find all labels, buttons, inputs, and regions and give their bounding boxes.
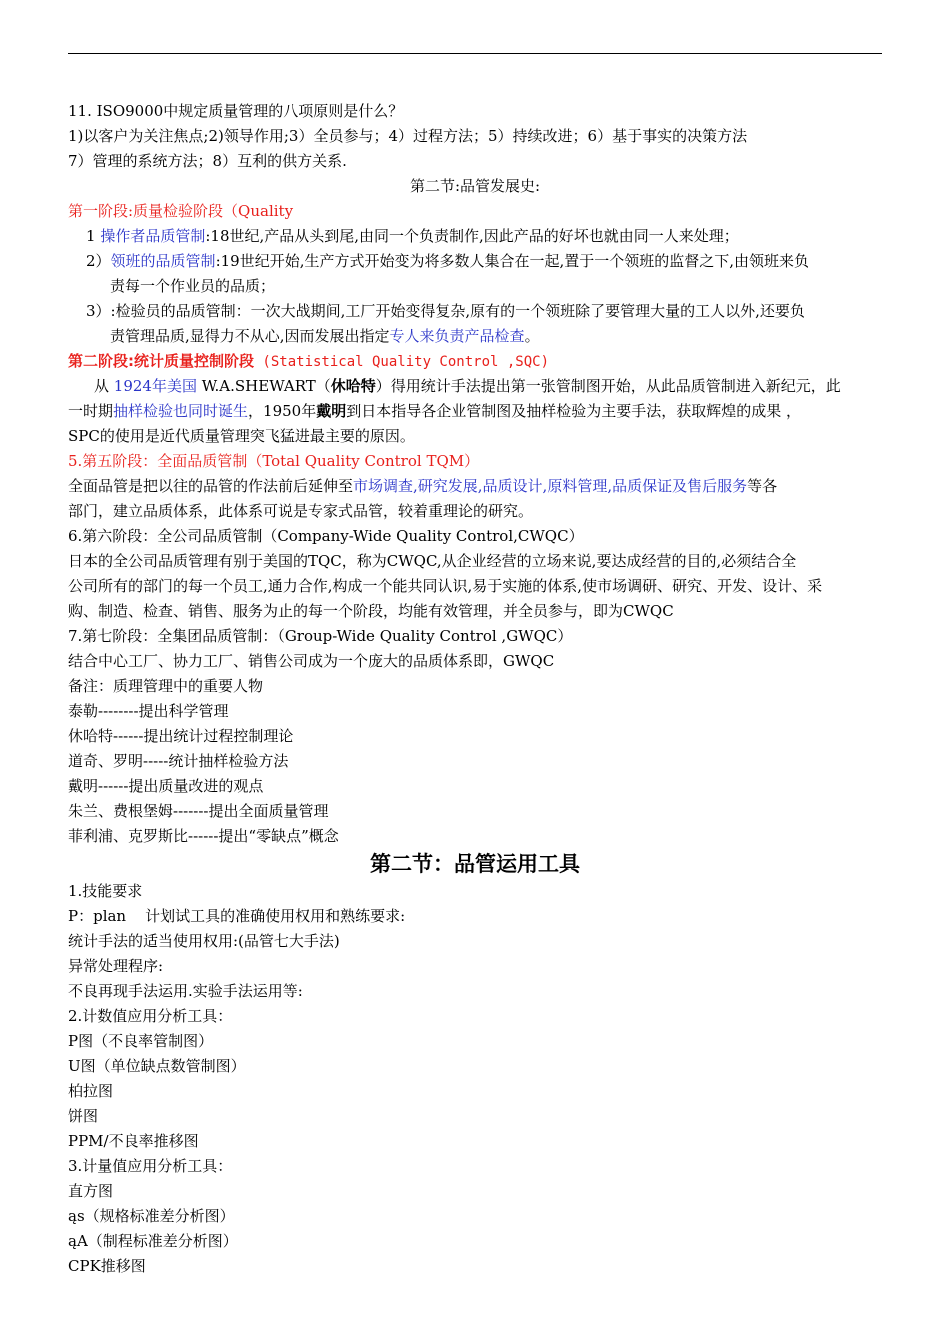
stage1-item3-cont-end: 。	[524, 327, 540, 345]
stage1-item3-number: 3）	[86, 302, 111, 320]
section-title-history: 第二节:品管发展史:	[409, 177, 541, 195]
notes-title: 备注：质理管理中的重要人物	[68, 677, 264, 695]
notes-person: 道奇、罗明-----统计抽样检验方法	[68, 752, 289, 770]
notes-person: 朱兰、费根堡姆-------提出全面质量管理	[68, 802, 329, 820]
tools-line: ąA（制程标准差分析图）	[68, 1232, 238, 1250]
stage2-p1-year: 1924年美国	[109, 377, 197, 395]
tools-line: P图（不良率管制图）	[68, 1032, 214, 1050]
stage5-title: 5.第五阶段：全面品质管制（Total Quality Control TQM）	[68, 452, 480, 470]
stage6-para-line1: 日本的全公司品质管理有别于美国的TQC，称为CWQC,从企业经营的立场来说,要达成经营的目的,必须结合全	[68, 552, 797, 570]
stage1-item2-continued: 责每一个作业员的品质；	[110, 277, 276, 295]
stage2-para-line3: SPC的使用是近代质量管理突飞猛进最主要的原因。	[68, 427, 415, 445]
stage1-item3-cont-text: 责管理品质,显得力不从心,因而发展出指定	[110, 327, 390, 345]
tools-line: 不良再现手法运用.实验手法运用等:	[68, 982, 303, 1000]
tools-line: U图（单位缺点数管制图）	[68, 1057, 246, 1075]
stage1-item3	[68, 299, 882, 324]
stage5-p1-b: 等各	[747, 477, 778, 495]
stage5-p1-areas: 市场调查,研究发展,品质设计,原料管理,品质保证及售后服务	[353, 477, 748, 495]
notes-person: 休哈特------提出统计过程控制理论	[68, 727, 294, 745]
stage2-title	[68, 349, 882, 374]
notes-person: 泰勒--------提出科学管理	[68, 702, 229, 720]
stage2-p2-deming: 戴明	[316, 402, 347, 420]
stage1-item2-number: 2）	[86, 252, 111, 270]
tools-line: 柏拉图	[68, 1082, 114, 1100]
stage2-p2-b: ，1950年	[248, 402, 317, 420]
stage2-p1-b: W.A.SHEWART（	[196, 377, 331, 395]
stage1-item2	[68, 249, 882, 274]
tools-line: 2.计数值应用分析工具：	[68, 1007, 233, 1025]
tools-line: 异常处理程序:	[68, 957, 164, 975]
stage1-item1-number: 1	[86, 227, 96, 245]
stage1-item2-text: :19世纪开始,生产方式开始变为将多数人集合在一起,置于一个领班的监督之下,由领班来负	[215, 252, 810, 270]
question-11: 11. ISO9000中规定质量管理的八项原则是什么？	[68, 102, 404, 120]
stage5-p1-a: 全面品管是把以往的品管的作法前后延伸至	[68, 477, 354, 495]
tools-line: PPM/不良率推移图	[68, 1132, 199, 1150]
tools-line: P：plan 计划试工具的准确使用权用和熟练要求:	[68, 907, 406, 925]
stage6-title: 6.第六阶段：全公司品质管制（Company-Wide Quality Control,CWQC）	[68, 527, 584, 545]
stage2-p1-shewhart: 休哈特	[330, 377, 376, 395]
stage1-item3-continued	[68, 324, 882, 349]
tools-line: CPK推移图	[68, 1257, 146, 1275]
answer-11-line1: 1)以客户为关注焦点;2)领导作用;3）全员参与；4）过程方法；5）持续改进；6）基于事实的决策方法	[68, 127, 748, 145]
stage2-p2-c: 到日本指导各企业管制图及抽样检验为主要手法，获取辉煌的成果 ，	[346, 402, 802, 420]
stage2-title-en: (Statistical Quality Control ,SQC)	[254, 354, 550, 370]
stage1-item1-term: 操作者品质管制	[100, 227, 206, 245]
document-body	[68, 99, 882, 1279]
stage2-p1-a: 从	[94, 377, 110, 395]
stage1-title: 第一阶段:质量检验阶段（Quality	[68, 202, 294, 220]
tools-line: 统计手法的适当使用权用:(品管七大手法)	[68, 932, 340, 950]
stage5-para-line1	[68, 474, 882, 499]
tools-line: 1.技能要求	[68, 882, 143, 900]
stage1-item1	[68, 224, 882, 249]
stage1-item3-text: :检验员的品质管制：一次大战期间,工厂开始变得复杂,原有的一个领班除了要管理大量的工人以外,还要负	[110, 302, 805, 320]
stage7-title: 7.第七阶段：全集团品质管制：（Group-Wide Quality Control ,GWQC）	[68, 627, 573, 645]
answer-11-line2: 7）管理的系统方法；8）互利的供方关系.	[68, 152, 347, 170]
header-rule	[68, 53, 882, 54]
stage1-item1-text: :18世纪,产品从头到尾,由同一个负责制作,因此产品的好坏也就由同一人来处理；	[205, 227, 739, 245]
stage2-title-cn: 第二阶段:统计质量控制阶段	[68, 352, 254, 370]
tools-line: ąs（规格标准差分析图）	[68, 1207, 235, 1225]
stage2-p2-sampling: 抽样检验也同时诞生	[113, 402, 249, 420]
stage1-item2-term: 领班的品质管制	[110, 252, 216, 270]
stage1-item3-cont-term: 专人来负责产品检查	[389, 327, 525, 345]
stage2-p1-c: ）得用统计手法提出第一张管制图开始，从此品质管制进入新纪元，此	[375, 377, 841, 395]
stage2-para-line1	[68, 374, 882, 399]
stage5-para-line2: 部门，建立品质体系，此体系可说是专家式品管，较着重理论的研究。	[68, 502, 534, 520]
notes-person: 戴明------提出质量改进的观点	[68, 777, 264, 795]
tools-line: 直方图	[68, 1182, 114, 1200]
stage2-p2-a: 一时期	[68, 402, 114, 420]
tools-line: 3.计量值应用分析工具：	[68, 1157, 233, 1175]
stage7-para-line1: 结合中心工厂、协力工厂、销售公司成为一个庞大的品质体系即，GWQC	[68, 652, 555, 670]
stage6-para-line3: 购、制造、检查、销售、服务为止的每一个阶段，均能有效管理，并全员参与，即为CWQC	[68, 602, 674, 620]
notes-person: 菲利浦、克罗斯比------提出“零缺点”概念	[68, 827, 339, 845]
stage2-para-line2	[68, 399, 882, 424]
section-title-tools: 第二节：品管运用工具	[370, 852, 580, 876]
stage6-para-line2: 公司所有的部门的每一个员工,通力合作,构成一个能共同认识,易于实施的体系,使市场调研、研究、开发、设计、采	[68, 577, 823, 595]
tools-line: 饼图	[68, 1107, 99, 1125]
